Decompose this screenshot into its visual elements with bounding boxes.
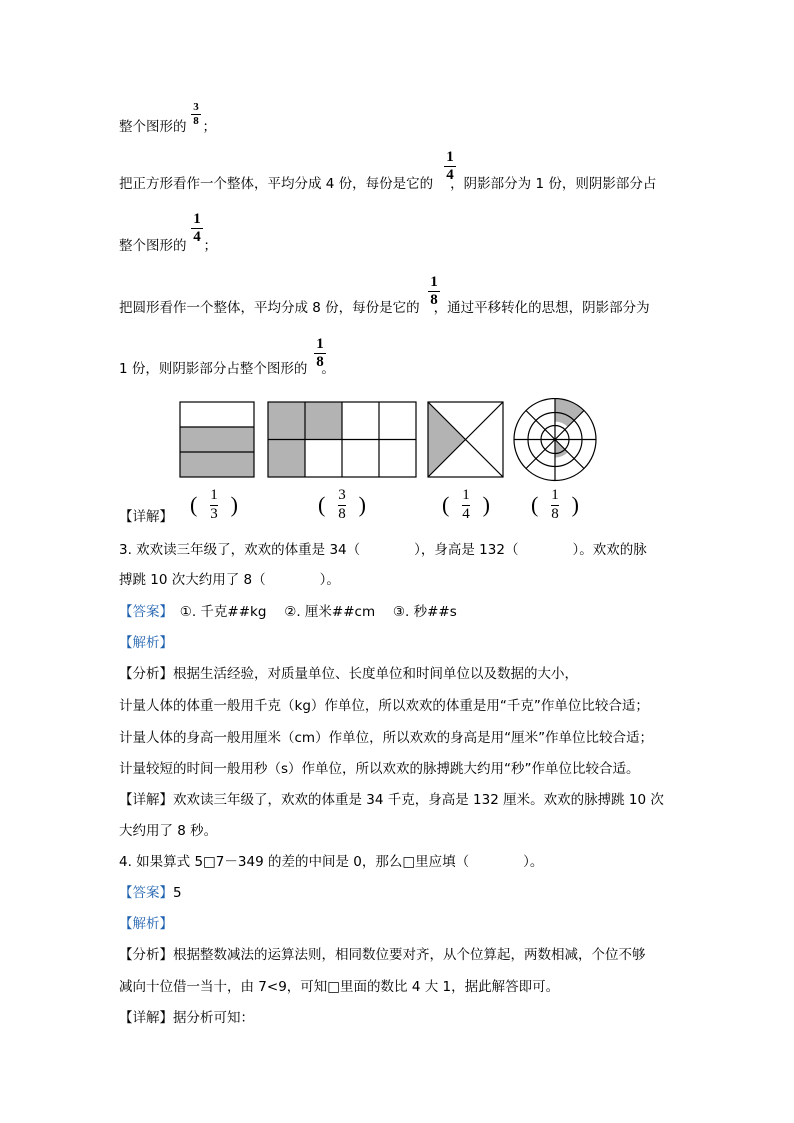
answer-tag: 【答案】 <box>119 604 167 620</box>
q4-analysis-tag: 【解析】 <box>119 916 173 932</box>
fraction-1-4-a: 1 4 <box>444 150 456 183</box>
q4-line-1: 4. 如果算式 5□7－349 的差的中间是 0，那么□里应填（ ）。 <box>119 854 544 870</box>
grid-eighths-figure <box>268 402 416 477</box>
solution-line-2: 把正方形看作一个整体，平均分成 4 份，每份是它的 ，阴影部分为 1 份，则阴影部分占 <box>119 176 657 192</box>
square-quarters-figure <box>428 402 503 477</box>
q3-answer: 【答案】 ①. 千克##kg ②. 厘米##cm ③. 秒##s <box>119 604 457 620</box>
figure-label-1: ( $\frac{1}{3}$ ) <box>190 487 238 522</box>
solution-line-1: 整个图形的 ； <box>119 119 216 135</box>
q3-analysis-line-4: 计量较短的时间一般用秒（s）作单位，所以欢欢的脉搏跳大约用“秒”作单位比较合适。 <box>119 761 640 777</box>
q3-detail-line-2: 大约用了 8 秒。 <box>119 823 218 839</box>
circle-eighths-figure <box>514 399 596 481</box>
solution-line-4: 把圆形看作一个整体，平均分成 8 份，每份是它的 ，通过平移转化的思想，阴影部分为 <box>119 300 650 316</box>
figure-label-4: ( $\frac{1}{8}$ ) <box>531 487 579 522</box>
fraction-3-8: 3 8 <box>191 102 201 127</box>
q4-analysis-line-2: 减向十位借一当十，由 7<9，可知□里面的数比 4 大 1，据此解答即可。 <box>119 979 560 995</box>
fraction-1-8-b: 1 8 <box>314 337 326 370</box>
solution-line-5: 1 份，则阴影部分占整个图形的 。 <box>119 361 335 377</box>
q3-detail-line-1: 【详解】欢欢读三年级了，欢欢的体重是 34 千克，身高是 132 厘米。欢欢的脉搏跳 10 次 <box>119 792 664 808</box>
q3-line-1: 3. 欢欢读三年级了，欢欢的体重是 34（ ），身高是 132（ ）。欢欢的脉 <box>119 542 647 558</box>
q4-answer: 【答案】5 <box>119 885 182 901</box>
q4-detail-line: 【详解】据分析可知： <box>119 1010 254 1026</box>
answer-tag: 【答案】 <box>119 885 173 901</box>
fraction-figures <box>0 398 794 488</box>
fraction-1-4-b: 1 4 <box>191 212 203 245</box>
q3-analysis-line-2: 计量人体的体重一般用千克（kg）作单位，所以欢欢的体重是用“千克”作单位比较合适； <box>119 698 649 714</box>
q3-analysis-tag: 【解析】 <box>119 635 173 651</box>
solution-line-3: 整个图形的 ； <box>119 238 217 254</box>
q3-line-2: 搏跳 10 次大约用了 8（ ）。 <box>119 572 340 588</box>
fraction-1-8-a: 1 8 <box>428 275 440 308</box>
q3-analysis-line-3: 计量人体的身高一般用厘米（cm）作单位，所以欢欢的身高是用“厘米”作单位比较合适； <box>119 730 654 746</box>
q4-analysis-line-1: 【分析】根据整数减法的运算法则，相同数位要对齐，从个位算起，两数相减，个位不够 <box>119 947 646 963</box>
rectangle-thirds-figure <box>180 402 254 477</box>
figure-label-3: ( $\frac{1}{4}$ ) <box>442 487 490 522</box>
detail-label: 【详解】 <box>119 509 173 525</box>
figure-label-2: ( $\frac{3}{8}$ ) <box>318 487 366 522</box>
q3-analysis-line-1: 【分析】根据生活经验，对质量单位、长度单位和时间单位以及数据的大小， <box>119 666 578 682</box>
